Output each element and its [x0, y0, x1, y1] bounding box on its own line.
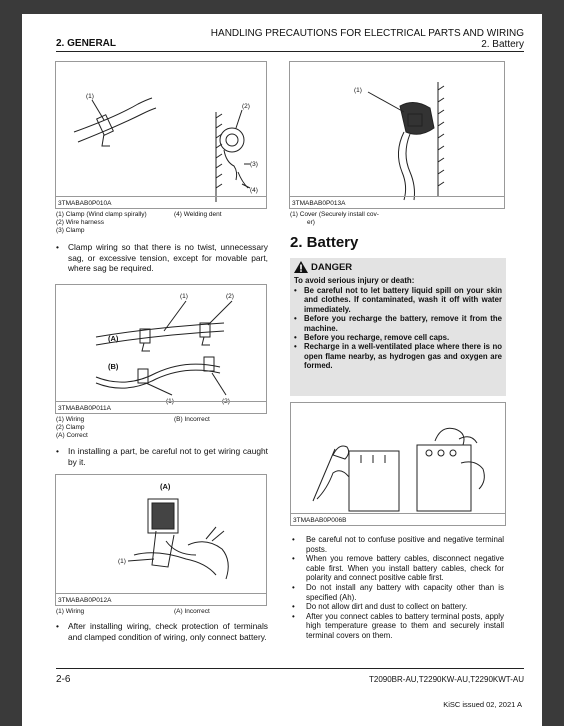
bullet-dot: •: [56, 242, 59, 252]
header-rule: [56, 51, 524, 52]
danger-item-text: Be careful not to let battery liquid spill on your skin and clothes. If contaminated, wash it off with water immediately.: [304, 286, 502, 314]
list-item: • Be careful not to confuse positive and negative terminal posts.: [292, 535, 504, 554]
callout-A: (A): [108, 334, 119, 343]
legend-fig012: [56, 608, 210, 616]
legend-fig013: [290, 211, 379, 227]
callout-2: (2): [222, 398, 230, 405]
terminal-cover-illustration: [290, 62, 506, 210]
danger-item-text: Before you recharge, remove cell caps.: [304, 333, 450, 343]
bullet-install-part: [56, 446, 268, 467]
warning-triangle-icon: [294, 261, 308, 273]
callout-1: (1): [166, 398, 174, 405]
bullet-text: Clamp wiring so that there is no twist, unnecessary sag, or excessive tension, except for movable part, where sag be required.: [68, 242, 268, 274]
danger-list: [294, 286, 502, 371]
list-item-text: Do not install any battery with capacity other than is specified (Ah).: [306, 582, 504, 602]
danger-item: • Before you recharge the battery, remove it from the machine.: [294, 314, 502, 333]
legend-item: (1) Wiring: [56, 608, 85, 615]
legend-item: (4) Welding dent: [174, 211, 222, 218]
bullet-text: After installing wiring, check protection of terminals and clamped condition of wiring, only connect battery.: [68, 621, 268, 642]
footer-models: T2090BR-AU,T2290KW-AU,T2290KWT-AU: [368, 675, 524, 684]
figure-battery-caps: [290, 402, 506, 526]
callout-4: (4): [250, 187, 258, 194]
figure-code: 3TMABAB0P006B: [293, 517, 347, 524]
footer-issued: KiSC issued 02, 2021 A: [443, 700, 522, 709]
header-title: HANDLING PRECAUTIONS FOR ELECTRICAL PARTS AND WIRING: [210, 28, 524, 39]
list-item: • After you connect cables to battery terminal posts, apply high temperature grease to them and securely install terminal covers on them.: [292, 611, 504, 640]
danger-intro: To avoid serious injury or death:: [294, 276, 415, 285]
legend-item: (2) Wire harness: [56, 219, 105, 227]
danger-item: • Be careful not to let battery liquid spill on your skin and clothes. If contaminated, wash it off with water immediately.: [294, 286, 502, 314]
danger-box: [290, 258, 506, 396]
manual-page: [22, 14, 542, 726]
legend-item: (1) Clamp (Wind clamp spirally): [56, 211, 147, 218]
legend-item: (A) Correct: [56, 432, 88, 440]
callout-3: (3): [250, 161, 258, 168]
figure-code-rule: [56, 593, 266, 594]
battery-caps-illustration: [291, 403, 507, 527]
list-item-text: Do not allow dirt and dust to collect on battery.: [306, 602, 468, 612]
clamp-harness-illustration: [56, 62, 268, 210]
legend-item: (2) Clamp: [56, 424, 85, 432]
legend-item: (1) Cover (Securely install cov-: [290, 211, 379, 218]
list-item-text: Be careful not to confuse positive and negative terminal posts.: [306, 535, 504, 554]
bullet-after-installing: [56, 621, 268, 642]
callout-1: (1): [180, 293, 188, 300]
bullet-dot: •: [56, 446, 59, 456]
header-subtitle: 2. Battery: [481, 39, 524, 50]
callout-1: (1): [354, 87, 362, 94]
figure-code: 3TMABAB0P010A: [58, 200, 112, 207]
figure-clamp-harness: [55, 61, 267, 209]
list-item: • When you remove battery cables, disconnect negative cable first. When you install battery cables, check for polarity and connect positive cable first.: [292, 554, 504, 583]
battery-bullet-list: [292, 535, 504, 641]
figure-code-rule: [290, 196, 504, 197]
callout-B: (B): [108, 362, 119, 371]
callout-1: (1): [118, 558, 126, 565]
list-item: • Do not allow dirt and dust to collect on battery.: [292, 602, 468, 612]
legend-fig011: [56, 416, 210, 441]
bullet-clamp-wiring: [56, 242, 268, 274]
legend-item: (B) Incorrect: [174, 416, 210, 423]
danger-item: • Recharge in a well-ventilated place where there is no open flame nearby, as hydrogen gas and oxygen are formed.: [294, 342, 502, 371]
danger-item-text: Before you recharge the battery, remove it from the machine.: [304, 314, 502, 333]
list-item-text: After you connect cables to battery terminal posts, apply high temperature grease to them and securely install terminal covers on them.: [306, 611, 504, 640]
figure-code-rule: [56, 401, 266, 402]
footer-rule: [56, 668, 524, 669]
figure-wiring-sag: [55, 284, 267, 414]
figure-code: 3TMABAB0P013A: [292, 200, 346, 207]
wiring-caught-illustration: [56, 475, 268, 607]
wiring-sag-illustration: [56, 285, 268, 415]
section-title: 2. Battery: [290, 234, 359, 251]
figure-terminal-cover: [289, 61, 505, 209]
bullet-text: In installing a part, be careful not to get wiring caught by it.: [68, 446, 268, 467]
legend-item: er): [307, 219, 315, 227]
legend-item: (3) Clamp: [56, 227, 85, 235]
danger-item: • Before you recharge, remove cell caps.: [294, 333, 450, 343]
callout-2: (2): [242, 103, 250, 110]
figure-code: 3TMABAB0P011A: [58, 405, 111, 412]
danger-label: [294, 261, 352, 273]
header-section: 2. GENERAL: [56, 38, 117, 49]
legend-item: (A) Incorrect: [174, 608, 210, 615]
figure-wiring-caught: [55, 474, 267, 606]
callout-1: (1): [86, 93, 94, 100]
callout-2: (2): [226, 293, 234, 300]
figure-code-rule: [56, 196, 266, 197]
legend-fig010: [56, 211, 222, 236]
bullet-dot: •: [56, 621, 59, 631]
figure-code: 3TMABAB0P012A: [58, 597, 112, 604]
page-number: 2-6: [56, 674, 71, 685]
figure-code-rule: [291, 513, 505, 514]
legend-item: (1) Wiring: [56, 416, 85, 423]
danger-word: DANGER: [311, 261, 353, 273]
danger-item-text: Recharge in a well-ventilated place where there is no open flame nearby, as hydrogen gas and oxygen are formed.: [304, 342, 502, 371]
callout-A: (A): [160, 482, 171, 491]
list-item: • Do not install any battery with capacity other than is specified (Ah).: [292, 582, 504, 602]
list-item-text: When you remove battery cables, disconnect negative cable first. When you install battery cables, check for polarity and connect positive cable first.: [306, 554, 504, 583]
